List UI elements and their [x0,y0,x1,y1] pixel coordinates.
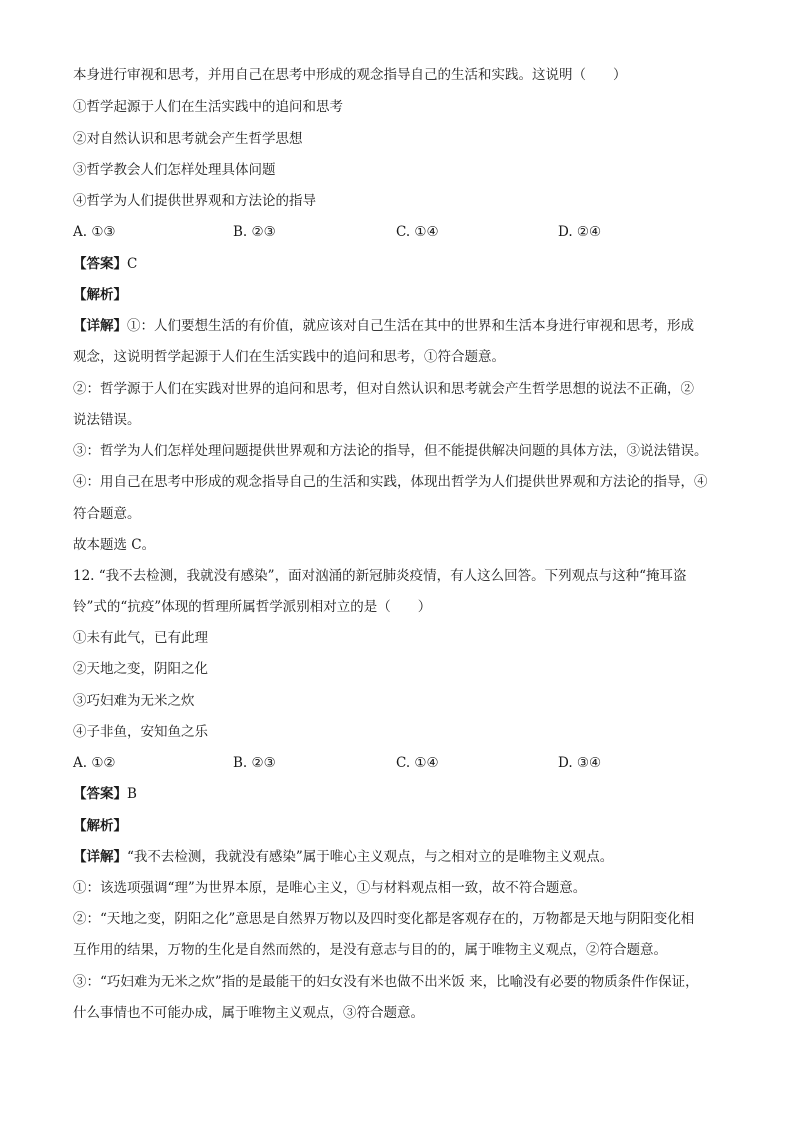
q11-detail-line-2: 观念，这说明哲学起源于人们在生活实践中的追问和思考，①符合题意。 [73,349,505,365]
q12-stem-line-1: 12. “我不去检测，我就没有感染”，面对汹涌的新冠肺炎疫情，有人这么回答。下列观点与这种“掩耳盗 [73,568,687,584]
q11-answer-tag: 【答案】 [73,256,127,272]
q12-item-2: ②天地之变，阴阳之化 [73,661,208,677]
q11-detail-line-1 [73,317,733,335]
q11-item-2: ②对自然认识和思考就会产生哲学思想 [73,131,303,147]
q12-answer-value: B [127,786,137,802]
q11-stem-tail: 本身进行审视和思考，并用自己在思考中形成的观念指导自己的生活和实践。这说明（ ） [73,67,627,83]
q11-detail-line-6: ④：用自己在思考中形成的观念指导自己的生活和实践，体现出哲学为人们提供世界观和方法论的指导，④ [73,474,708,490]
q12-detail-line-2: ①：该选项强调“理”为世界本原，是唯心主义，①与材料观点相一致，故不符合题意。 [73,880,587,896]
q12-option-c: C. ①④ [396,755,439,771]
q11-analysis-heading [73,286,733,304]
q12-detail-tag: 【详解】 [73,849,127,865]
q12-item-4: ④子非鱼，安知鱼之乐 [73,724,208,740]
q11-option-a: A. ①③ [73,224,116,240]
q11-answer [73,255,733,273]
q11-detail-line-4: 说法错误。 [73,412,141,428]
q12-item-3: ③巧妇难为无米之炊 [73,693,195,709]
q12-answer [73,785,733,803]
q11-item-4: ④哲学为人们提供世界观和方法论的指导 [73,193,316,209]
q11-option-b: B. ②③ [233,224,276,240]
q11-option-d: D. ②④ [558,224,602,240]
q11-detail-line-7: 符合题意。 [73,506,141,522]
q12-option-b: B. ②③ [233,755,276,771]
q11-answer-value: C [127,256,138,272]
q11-detail-line-8: 故本题选 C。 [73,537,156,553]
q11-analysis-tag: 【解析】 [73,287,127,303]
q12-option-a: A. ①② [73,755,116,771]
q12-answer-tag: 【答案】 [73,786,127,802]
q12-detail-line-6: 什么事情也不可能办成，属于唯物主义观点，③符合题意。 [73,1005,424,1021]
q11-item-1: ①哲学起源于人们在生活实践中的追问和思考 [73,99,343,115]
q11-option-c: C. ①④ [396,224,439,240]
q12-detail-line-1 [73,848,733,866]
q12-item-1: ①未有此气，已有此理 [73,630,208,646]
q12-detail-text-1: “我不去检测，我就没有感染”属于唯心主义观点，与之相对立的是唯物主义观点。 [127,849,614,865]
q11-detail-tag: 【详解】 [73,318,127,334]
q12-analysis-heading [73,817,733,835]
q12-analysis-tag: 【解析】 [73,818,127,834]
q11-detail-text-1: ①：人们要想生活的有价值，就应该对自己生活在其中的世界和生活本身进行审视和思考，形成 [127,318,694,334]
q11-detail-line-3: ②：哲学源于人们在实践对世界的追问和思考，但对自然认识和思考就会产生哲学思想的说法不正确，② [73,381,694,397]
q11-detail-line-5: ③：哲学为人们怎样处理问题提供世界观和方法论的指导，但不能提供解决问题的具体方法，③说法错误。 [73,443,708,459]
q11-item-3: ③哲学教会人们怎样处理具体问题 [73,162,276,178]
q12-option-d: D. ③④ [558,755,602,771]
q12-detail-line-4: 互作用的结果，万物的生化是自然而然的，是没有意志与目的的，属于唯物主义观点，②符合题意。 [73,942,667,958]
q12-stem-line-2: 铃”式的“抗疫”体现的哲理所属哲学派别相对立的是（ ） [73,599,432,615]
q12-detail-line-3: ②：“天地之变，阴阳之化”意思是自然界万物以及四时变化都是客观存在的，万物都是天地与阴阳变化相 [73,911,695,927]
q12-detail-line-5: ③：“巧妇难为无米之炊”指的是最能干的妇女没有米也做不出米饭 来，比喻没有必要的物质条件作保证， [73,974,699,990]
